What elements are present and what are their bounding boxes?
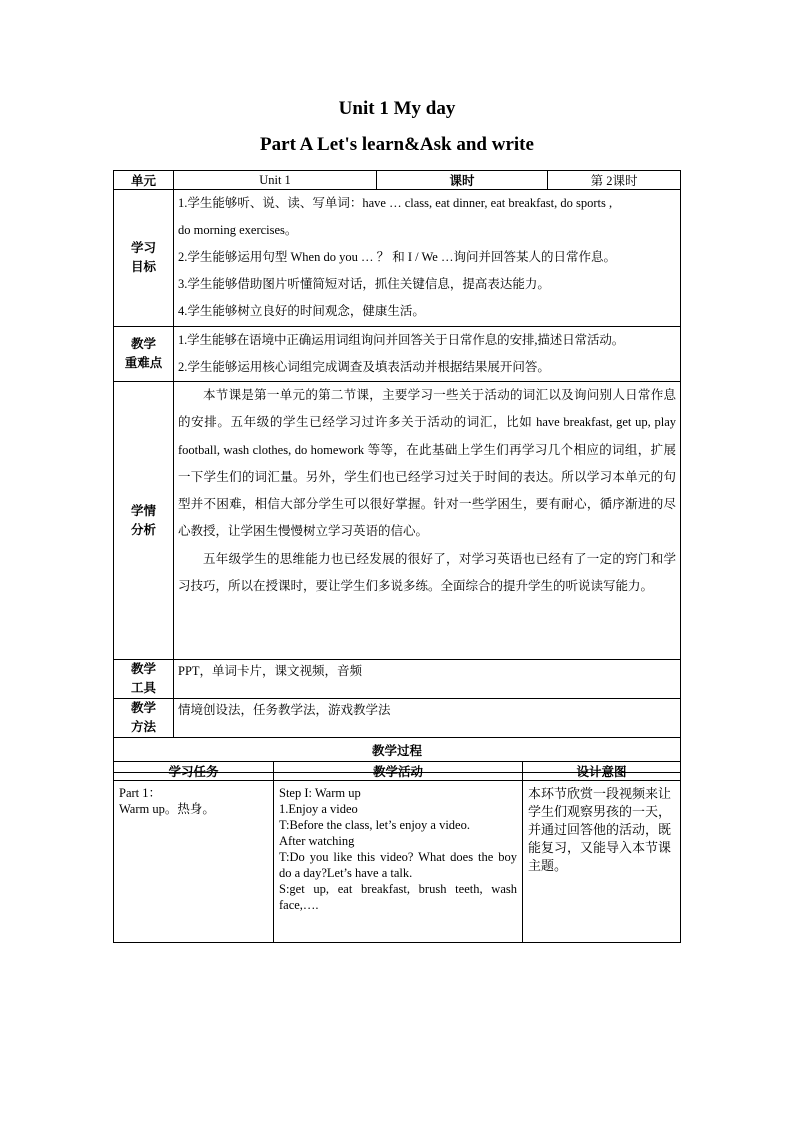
header-task: 学习任务 xyxy=(114,762,274,781)
analysis-paragraph: 五年级学生的思维能力也已经发展的很好了，对学习英语也已经有了一定的窍门和学习技巧，所以在授课时，要让学生们多说多练。全面综合的提升学生的听说读写能力。 xyxy=(178,551,677,594)
methods-label: 教学 方法 xyxy=(114,699,174,738)
objective-line: 1.学生能够听、说、读、写单词：have … class, eat dinner, eat breakfast, do sports , xyxy=(178,196,613,210)
analysis-content xyxy=(174,382,681,660)
keypoint-line: 1.学生能够在语境中正确运用词组询问并回答关于日常作息的安排,描述日常活动。 xyxy=(178,333,625,347)
methods-content: 情境创设法，任务教学法，游戏教学法 xyxy=(174,699,681,738)
tools-label: 教学 工具 xyxy=(114,660,174,699)
unit-value: Unit 1 xyxy=(174,171,377,190)
analysis-label: 学情 分析 xyxy=(114,382,174,660)
objectives-label: 学习 目标 xyxy=(114,190,174,327)
objectives-content xyxy=(174,190,681,327)
period-value: 第 2课时 xyxy=(548,171,681,190)
keypoints-row xyxy=(114,327,681,382)
doc-subtitle: Part A Let's learn&Ask and write xyxy=(260,134,534,155)
methods-row xyxy=(114,699,681,738)
doc-title: Unit 1 My day xyxy=(338,98,456,119)
header-activity: 教学活动 xyxy=(274,762,523,781)
objective-line: 3.学生能够借助图片听懂简短对话，抓住关键信息，提高表达能力。 xyxy=(178,277,550,291)
tools-content: PPT，单词卡片，课文视频，音频 xyxy=(174,660,681,699)
objective-line: 2.学生能够运用句型 When do you … ？ 和 I / We …询问并回答某人的日常作息。 xyxy=(178,250,616,264)
task-cell: Part 1： Warm up。热身。 xyxy=(114,781,274,943)
tools-row xyxy=(114,660,681,699)
objectives-row xyxy=(114,190,681,327)
process-row-part1 xyxy=(114,781,681,943)
header-intent: 设计意图 xyxy=(523,762,681,781)
unit-label: 单元 xyxy=(114,171,174,190)
keypoints-content xyxy=(174,327,681,382)
activity-cell: Step I: Warm up 1.Enjoy a video T:Before the class, let’s enjoy a video. After watching T:Do you like this video? What does the boy do a day?Let’s have a talk. S:get up, eat breakfast, brush teeth, wash face,…. xyxy=(274,781,523,943)
objective-line: do morning exercises。 xyxy=(178,223,298,237)
analysis-row xyxy=(114,382,681,660)
keypoints-label: 教学 重难点 xyxy=(114,327,174,382)
lesson-info-table xyxy=(113,170,681,773)
process-title: 教学过程 xyxy=(114,738,681,773)
process-header-row xyxy=(114,762,681,781)
process-table xyxy=(113,761,681,943)
unit-row xyxy=(114,171,681,190)
intent-cell: 本环节欣赏一段视频来让学生们观察男孩的一天，并通过回答他的活动，既能复习，又能导入本节课主题。 xyxy=(523,781,681,943)
objective-line: 4.学生能够树立良好的时间观念，健康生活。 xyxy=(178,304,425,318)
analysis-paragraph: 本节课是第一单元的第二节课，主要学习一些关于活动的词汇以及询问别人日常作息的安排。五年级的学生已经学习过许多关于活动的词汇，比如 have breakfast, get up, play football, wash clothes, do homework 等等，在此基础上学生们再学习几个相应的词组，扩展一下学生们的词汇量。另外，学生们也已经学习过关于时间的表达。所以学习本单元的句型并不困难，相信大部分学生可以很好掌握。针对一些学困生，要有耐心，循序渐进的尽心教授，让学困生慢慢树立学习英语的信心。 xyxy=(178,388,677,539)
keypoint-line: 2.学生能够运用核心词组完成调查及填表活动并根据结果展开问答。 xyxy=(178,360,550,374)
period-label: 课时 xyxy=(377,171,548,190)
